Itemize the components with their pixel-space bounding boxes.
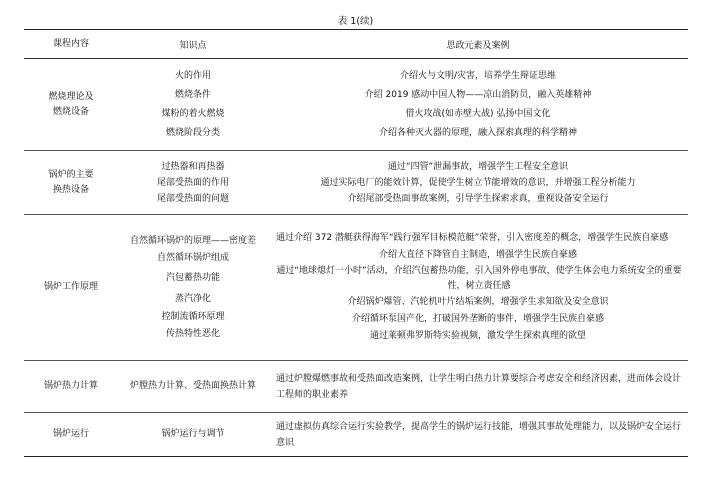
content-cell <box>24 59 118 151</box>
content-cell <box>24 151 118 215</box>
table-header-row <box>24 30 688 59</box>
knowledge-item: 燃烧阶段分类 <box>165 127 220 138</box>
content-line: 锅炉的主要 <box>48 170 94 180</box>
content-line: 锅炉运行 <box>52 429 89 440</box>
knowledge-item: 火的作用 <box>174 70 211 81</box>
knowledge-cell <box>118 413 268 457</box>
elements-cell <box>268 215 688 361</box>
element-item: 介绍循环泵国产化，打破国外垄断的事件，增强学生民族自豪感 <box>351 314 604 324</box>
knowledge-item: 尾部受热面的问题 <box>156 193 229 204</box>
element-item: 通过虚拟仿真综合运行实验教学，提高学生的锅炉运行技能，增强其事故处理能力，以及锅炉安全运行意识 <box>276 421 682 448</box>
element-item: 介绍尾部受热面事故案例，引导学生探索求真，重视设备安全运行 <box>347 193 609 204</box>
element-item: 通过“四管”泄漏事故，增强学生工程安全意识 <box>387 161 569 172</box>
element-item: 介绍大直径下降管自主制造，增强学生民族自豪感 <box>378 250 577 260</box>
element-item: 借火攻战(如赤壁大战) 弘扬中国文化 <box>405 108 551 119</box>
table-row <box>24 215 688 361</box>
content-cell <box>24 413 118 457</box>
element-item: 通过莱顿弗罗斯特实验视频，激发学生探索真理的欲望 <box>369 331 586 341</box>
table-row <box>24 151 688 215</box>
header-knowledge: 知识点 <box>118 30 268 59</box>
element-item: 介绍锅炉爆管、汽轮机叶片结垢案例，增强学生求知欲及安全意识 <box>347 297 609 307</box>
header-elements: 思政元素及案例 <box>268 30 688 59</box>
knowledge-item: 锅炉运行与调节 <box>161 429 225 440</box>
content-line: 燃烧设备 <box>52 106 89 117</box>
knowledge-cell <box>118 361 268 413</box>
element-item: 通过炉膛爆燃事故和受热面改造案例，让学生明白热力计算要综合考虑安全和经济因素，进而体会设计工程师的职业素养 <box>276 373 682 400</box>
table-row <box>24 413 688 457</box>
knowledge-cell <box>118 215 268 361</box>
elements-cell <box>268 151 688 215</box>
elements-cell <box>268 361 688 413</box>
element-item: 介绍 2019 感动中国人物——凉山消防员，融入英雄精神 <box>364 89 592 100</box>
table-caption: 表 1(续) <box>337 16 374 27</box>
knowledge-cell <box>118 151 268 215</box>
element-item: 通过介绍 372 潜艇获得海军“践行强军目标模范艇”荣誉，引入密度差的概念，增强学生民族自豪感 <box>276 233 669 243</box>
content-line: 锅炉工作原理 <box>43 282 98 293</box>
curriculum-table <box>24 29 688 457</box>
element-item: 介绍各种灭火器的原理，融入探索真理的科学精神 <box>378 127 577 138</box>
element-item: 介绍火与文明/灾害，培养学生辩证思维 <box>399 70 557 81</box>
element-item: 通过实际电厂的能效计算，促使学生树立节能增效的意识，并增强工程分析能力 <box>320 177 636 188</box>
elements-cell <box>268 413 688 457</box>
knowledge-item: 煤粉的着火燃烧 <box>161 108 225 119</box>
content-line: 燃烧理论及 <box>48 92 94 102</box>
elements-cell <box>268 59 688 151</box>
knowledge-item: 自然循环锅炉的原理——密度差 <box>129 235 256 246</box>
knowledge-item: 控制流循环原理 <box>161 311 225 322</box>
knowledge-cell <box>118 59 268 151</box>
knowledge-item: 尾部受热面的作用 <box>156 177 229 188</box>
table-row <box>24 59 688 151</box>
header-content: 课程内容 <box>24 30 118 59</box>
element-item: 通过“地球熄灯一小时”活动，介绍汽包蓄热功能，引入国外停电事故，使学生体会电力系统安全的重要性，树立责任感 <box>276 266 682 291</box>
knowledge-item: 过热器和再热器 <box>161 161 225 172</box>
knowledge-item: 自然循环锅炉组成 <box>156 252 229 263</box>
knowledge-item: 燃烧条件 <box>174 89 211 100</box>
knowledge-item: 汽包蓄热功能 <box>165 272 220 283</box>
content-cell <box>24 361 118 413</box>
knowledge-item: 炉膛热力计算、受热面换热计算 <box>129 381 256 392</box>
content-cell <box>24 215 118 361</box>
content-line: 换热设备 <box>52 184 89 195</box>
content-line: 锅炉热力计算 <box>43 381 98 392</box>
knowledge-item: 传热特性恶化 <box>165 328 220 339</box>
knowledge-item: 蒸汽净化 <box>174 293 211 304</box>
table-row <box>24 361 688 413</box>
